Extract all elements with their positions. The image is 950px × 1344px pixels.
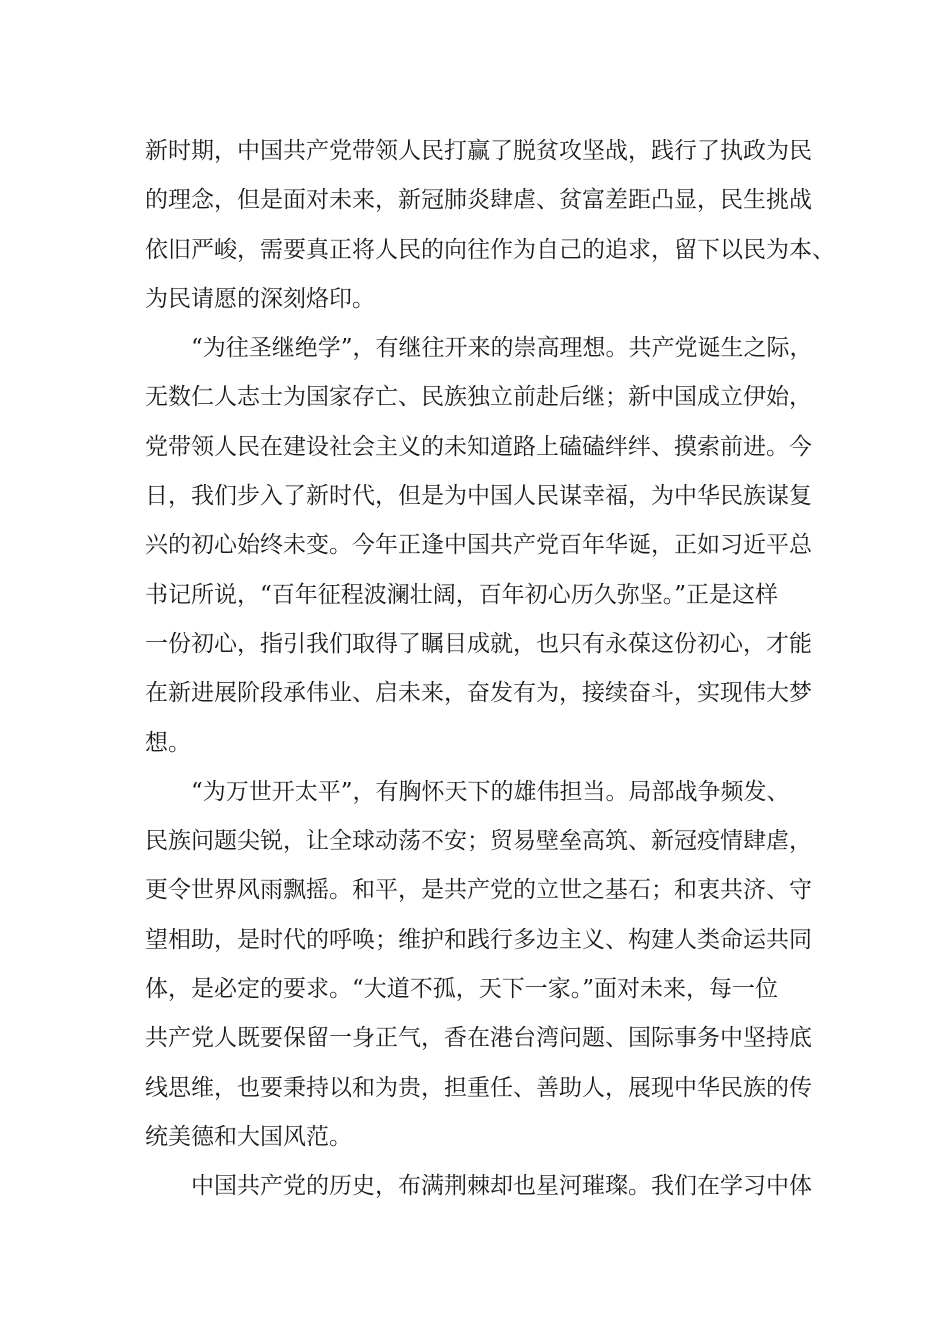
paragraph-start-line: 中国共产党的历史，布满荆棘却也星河璀璨。我们在学习中体	[191, 1173, 812, 1200]
text-line: 无数仁人志士为国家存亡、民族独立前赴后继；新中国成立伊始，	[145, 384, 812, 411]
text-line: 线思维，也要秉持以和为贵，担重任、善助人，展现中华民族的传	[145, 1074, 812, 1101]
text-line: 想。	[145, 729, 191, 756]
text-line: 新时期，中国共产党带领人民打赢了脱贫攻坚战，践行了执政为民	[145, 138, 812, 164]
text-line: 更令世界风雨飘摇。和平，是共产党的立世之基石；和衷共济、守	[145, 877, 812, 904]
text-line: 党带领人民在建设社会主义的未知道路上磕磕绊绊、摸索前进。今	[145, 433, 812, 460]
text-line: 书记所说，“百年征程波澜壮阔，百年初心历久弥坚。”正是这样	[145, 581, 779, 608]
text-line: 依旧严峻，需要真正将人民的向往作为自己的追求，留下以民为本、	[145, 236, 835, 263]
text-line: 日，我们步入了新时代，但是为中国人民谋幸福，为中华民族谋复	[145, 483, 812, 510]
text-line: 望相助，是时代的呼唤；维护和践行多边主义、构建人类命运共同	[145, 926, 812, 953]
text-line: 在新进展阶段承伟业、启未来，奋发有为，接续奋斗，实现伟大梦	[145, 680, 812, 707]
text-line: 民族问题尖锐，让全球动荡不安；贸易壁垒高筑、新冠疫情肆虐，	[145, 828, 812, 855]
text-line: 一份初心，指引我们取得了瞩目成就，也只有永葆这份初心，才能	[145, 630, 812, 657]
text-line: 统美德和大国风范。	[145, 1123, 352, 1150]
body-text	[145, 127, 835, 1212]
text-line: 兴的初心始终未变。今年正逢中国共产党百年华诞，正如习近平总	[145, 532, 812, 559]
text-line: 共产党人既要保留一身正气，香在港台湾问题、国际事务中坚持底	[145, 1025, 812, 1052]
paragraph-start-line: “为往圣继绝学”，有继往开来的崇高理想。共产党诞生之际，	[191, 335, 813, 362]
text-line: 为民请愿的深刻烙印。	[145, 285, 375, 312]
text-line: 体，是必定的要求。“大道不孤，天下一家。”面对未来，每一位	[145, 976, 779, 1003]
text-line: 的理念，但是面对未来，新冠肺炎肆虐、贫富差距凸显，民生挑战	[145, 187, 812, 214]
paragraph-start-line: “为万世开太平”，有胸怀天下的雄伟担当。局部战争频发、	[191, 778, 790, 805]
